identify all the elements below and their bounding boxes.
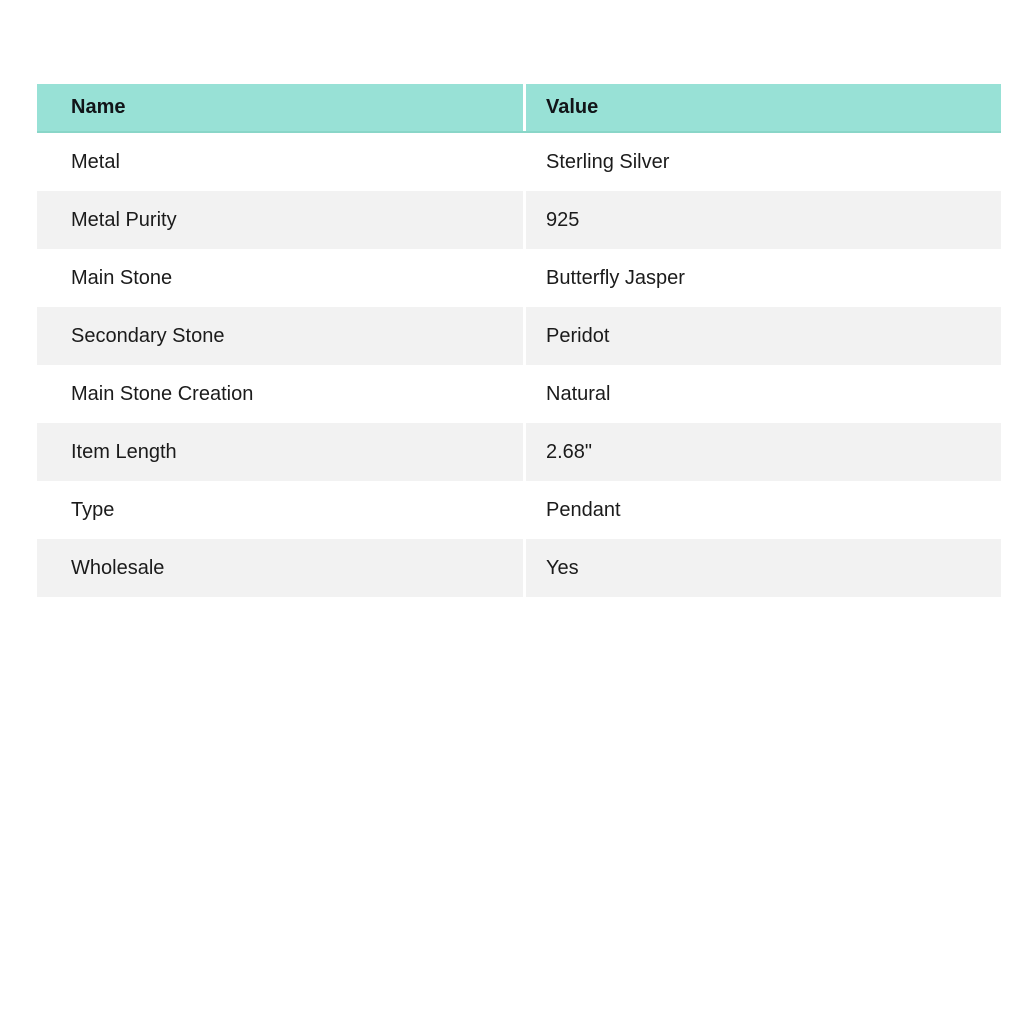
table-row (37, 191, 1001, 249)
table-row (37, 307, 1001, 365)
row-value-cell: Pendant (523, 481, 1001, 539)
table-row (37, 365, 1001, 423)
header-cell-value: Value (523, 84, 1001, 131)
row-value-cell: Yes (523, 539, 1001, 597)
row-value-cell: 925 (523, 191, 1001, 249)
row-name-cell: Main Stone (71, 266, 173, 289)
row-name-cell: Metal (71, 150, 120, 173)
row-value-cell: Butterfly Jasper (523, 249, 1001, 307)
row-name-cell: Wholesale (71, 556, 165, 579)
table-row (37, 133, 1001, 191)
row-value-cell: Natural (523, 365, 1001, 423)
row-name-cell: Secondary Stone (71, 324, 225, 347)
table-row (37, 539, 1001, 597)
table-row (37, 481, 1001, 539)
table-row (37, 423, 1001, 481)
row-value-cell: Peridot (523, 307, 1001, 365)
row-name-cell: Item Length (71, 440, 177, 463)
table-header-row (37, 84, 1001, 133)
row-name-cell: Metal Purity (71, 208, 177, 231)
table-row (37, 249, 1001, 307)
header-cell-name: Name (71, 96, 126, 118)
row-name-cell: Main Stone Creation (71, 382, 254, 405)
row-value-cell: 2.68" (523, 423, 1001, 481)
row-name-cell: Type (71, 498, 115, 521)
row-value-cell: Sterling Silver (523, 133, 1001, 191)
product-spec-table (37, 84, 1001, 597)
